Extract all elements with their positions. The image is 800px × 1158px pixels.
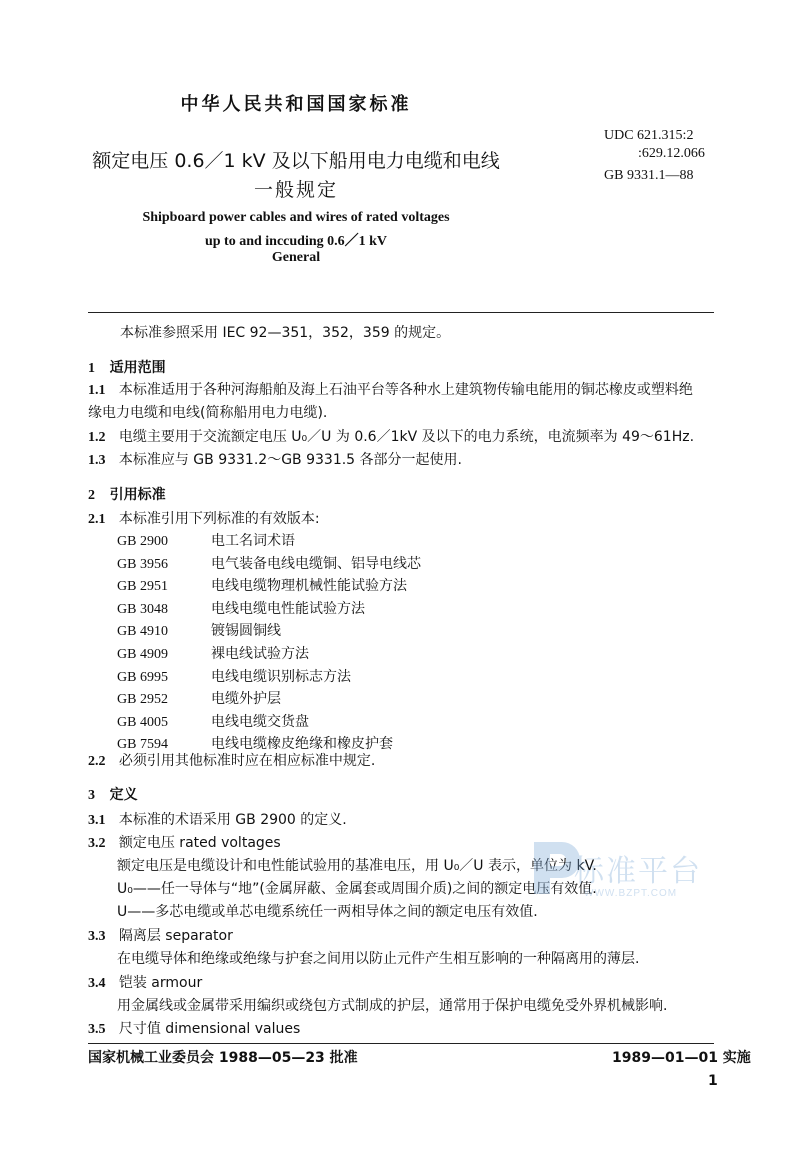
clause-2-1 xyxy=(88,510,320,529)
clause-text: 本标准引用下列标准的有效版本: xyxy=(118,511,320,527)
title-cn-line1: 额定电压 0.6／1 kV 及以下船用电力电缆和电线 xyxy=(92,150,500,172)
title-en-line3: General xyxy=(271,250,321,265)
clause-3-5 xyxy=(88,1020,300,1039)
page-number: 1 xyxy=(708,1073,718,1089)
reference-name: 电缆外护层 xyxy=(211,691,281,708)
clause-number: 3.3 xyxy=(88,929,106,944)
section-1-heading xyxy=(88,357,166,377)
reference-name: 裸电线试验方法 xyxy=(211,645,309,662)
clause-number: 2.2 xyxy=(88,754,106,769)
reference-code: GB 2900 xyxy=(117,534,168,549)
clause-3-1 xyxy=(88,811,347,830)
reference-name: 电工名词术语 xyxy=(211,533,295,549)
section-title: 定义 xyxy=(109,787,138,803)
reference-code: GB 7594 xyxy=(117,737,168,753)
reference-item xyxy=(117,600,421,623)
clause-1-1-continued: 缘电力电缆和电线(简称船用电力电缆). xyxy=(88,405,328,421)
section-title: 引用标准 xyxy=(109,487,166,503)
footer-divider xyxy=(88,1043,714,1044)
reference-code: GB 4910 xyxy=(117,624,168,640)
clause-text: 本标准的术语采用 GB 2900 的定义. xyxy=(118,812,347,828)
clause-text: 必须引用其他标准时应在相应标准中规定. xyxy=(118,753,376,769)
reference-item xyxy=(117,668,421,691)
reference-code: GB 2952 xyxy=(117,692,168,708)
reference-list xyxy=(117,532,421,758)
clause-number: 3.2 xyxy=(88,836,106,851)
watermark xyxy=(528,838,728,910)
clause-3-2-body-3: U——多芯电缆或单芯电缆系统任一两相导体之间的额定电压有效值. xyxy=(117,904,538,920)
reference-item xyxy=(117,532,421,555)
clause-number: 2.1 xyxy=(88,512,106,527)
title-cn-line2: 一般规定 xyxy=(253,179,338,201)
reference-name: 镀锡圆铜线 xyxy=(211,623,281,640)
clause-number: 3.4 xyxy=(88,976,106,991)
reference-name: 电线电缆物理机械性能试验方法 xyxy=(211,578,407,595)
clause-title: 隔离层 separator xyxy=(118,928,233,944)
section-number: 3 xyxy=(88,788,95,803)
clause-number: 3.5 xyxy=(88,1022,106,1037)
clause-3-3-body: 在电缆导体和绝缘或绝缘与护套之间用以防止元件产生相互影响的一种隔离用的薄层. xyxy=(117,951,640,967)
reference-name: 电线电缆电性能试验方法 xyxy=(211,600,365,617)
reference-item xyxy=(117,555,421,578)
udc-code-line2: :629.12.066 xyxy=(638,146,705,161)
section-title: 适用范围 xyxy=(109,360,166,376)
clause-number: 1.1 xyxy=(88,383,106,398)
reference-name: 电气装备电线电缆铜、铝导电线芯 xyxy=(211,555,421,572)
title-en-line1: Shipboard power cables and wires of rated voltages xyxy=(142,210,450,225)
clause-1-2 xyxy=(88,428,694,447)
effective-date: 1989—01—01 实施 xyxy=(612,1050,751,1066)
reference-code: GB 4909 xyxy=(117,646,168,662)
clause-3-2-body-1: 额定电压是电缆设计和电性能试验用的基准电压，用 U₀／U 表示，单位为 kV. xyxy=(117,858,597,874)
clause-title: 尺寸值 dimensional values xyxy=(118,1021,301,1037)
clause-number: 1.2 xyxy=(88,430,106,445)
intro-text: 本标准参照采用 IEC 92—351，352，359 的规定。 xyxy=(120,325,451,341)
approval-note: 国家机械工业委员会 1988—05—23 批准 xyxy=(88,1050,358,1066)
clause-number: 1.3 xyxy=(88,453,106,468)
reference-name: 电线电缆橡皮绝缘和橡皮护套 xyxy=(211,736,393,753)
clause-3-3 xyxy=(88,927,233,946)
watermark-url: WWW.BZPT.COM xyxy=(584,888,678,899)
title-en-line2: up to and inccuding 0.6／1 kV xyxy=(204,234,388,249)
clause-text: 本标准适用于各种河海船舶及海上石油平台等各种水上建筑物传输电能用的铜芯橡皮或塑料绝 xyxy=(118,382,693,398)
watermark-logo-icon xyxy=(528,838,580,898)
section-2-heading xyxy=(88,484,166,504)
clause-2-2 xyxy=(88,752,375,771)
udc-code-line1: UDC 621.315:2 xyxy=(604,128,694,143)
reference-code: GB 2951 xyxy=(117,579,168,595)
clause-text: 本标准应与 GB 9331.2～GB 9331.5 各部分一起使用. xyxy=(118,452,462,468)
clause-3-4 xyxy=(88,974,202,993)
clause-1-1 xyxy=(88,381,693,400)
national-standard-heading: 中华人民共和国国家标准 xyxy=(180,94,412,115)
clause-title: 额定电压 rated voltages xyxy=(118,835,281,851)
reference-name: 电线电缆交货盘 xyxy=(211,713,309,730)
reference-item xyxy=(117,622,421,645)
reference-item xyxy=(117,690,421,713)
clause-number: 3.1 xyxy=(88,813,106,828)
reference-code: GB 3048 xyxy=(117,601,168,617)
clause-3-2 xyxy=(88,834,281,853)
reference-item xyxy=(117,577,421,600)
section-number: 2 xyxy=(88,488,95,503)
reference-code: GB 6995 xyxy=(117,669,168,685)
section-3-heading xyxy=(88,784,138,804)
section-number: 1 xyxy=(88,361,95,376)
gb-standard-code: GB 9331.1—88 xyxy=(604,168,694,183)
watermark-text: 标准平台 xyxy=(574,854,702,889)
clause-3-4-body: 用金属线或金属带采用编织或绕包方式制成的护层，通常用于保护电缆免受外界机械影响. xyxy=(117,998,668,1014)
header-divider xyxy=(88,312,714,313)
reference-code: GB 3956 xyxy=(117,556,168,572)
clause-text: 电缆主要用于交流额定电压 U₀／U 为 0.6／1kV 及以下的电力系统，电流频率为 49～61Hz. xyxy=(118,429,695,445)
reference-item xyxy=(117,713,421,736)
reference-code: GB 4005 xyxy=(117,714,168,730)
clause-1-3 xyxy=(88,451,462,470)
clause-title: 铠装 armour xyxy=(118,975,203,991)
clause-3-2-body-2: U₀——任一导体与“地”(金属屏蔽、金属套或周围介质)之间的额定电压有效值. xyxy=(117,881,597,897)
reference-name: 电线电缆识别标志方法 xyxy=(211,668,351,685)
reference-item xyxy=(117,645,421,668)
